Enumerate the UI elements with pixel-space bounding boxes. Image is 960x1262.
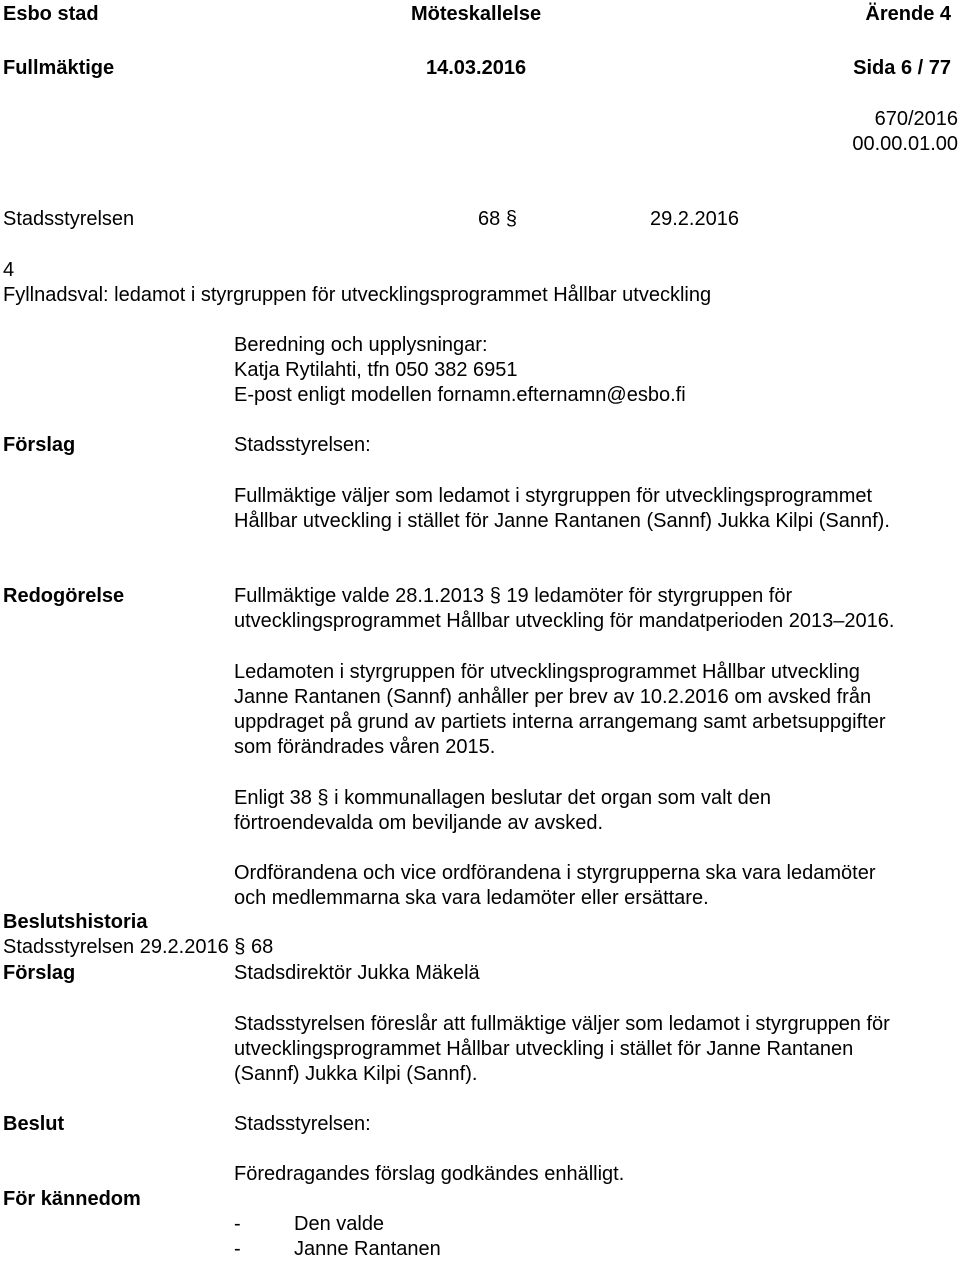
contact-person: Katja Rytilahti, tfn 050 382 6951 [234, 359, 518, 381]
paragraph-text: 19 ledamöter för styrgruppen för [506, 585, 793, 607]
law-reference: Enligt 38 [234, 787, 312, 809]
history-board-date: Stadsstyrelsen 29.2.2016 [3, 936, 229, 958]
beslut-text: Föredragandes förslag godkändes enhälligt. [234, 1163, 625, 1185]
forslag-label: Förslag [3, 434, 76, 456]
agenda-item: Ärende 4 [865, 3, 951, 25]
distribution-list [234, 1212, 441, 1262]
paragraph-text: i kommunallagen beslutar det organ som valt den [334, 787, 772, 809]
meeting-date: 14.03.2016 [426, 57, 527, 79]
list-item [234, 1237, 441, 1262]
redogorelse-paragraph-2 [234, 660, 886, 760]
section-symbol: § [234, 936, 246, 958]
page-number: Sida 6 / 77 [853, 57, 951, 79]
beslut-board: Stadsstyrelsen: [234, 1113, 371, 1135]
list-item [234, 1212, 441, 1237]
paragraph-text: utvecklingsprogrammet Hållbar utveckling för mandatperioden 2013–2016. [234, 610, 895, 632]
contact-block [234, 333, 686, 408]
proposal-line: Stadsstyrelsen föreslår att fullmäktige väljer som ledamot i styrgruppen för [234, 1013, 890, 1035]
forslag-text [234, 484, 890, 534]
redogorelse-label: Redogörelse [3, 585, 125, 607]
bullet-dash: - [234, 1238, 241, 1260]
list-item-text: Janne Rantanen [294, 1238, 441, 1260]
paragraph-line: som förändrades våren 2015. [234, 736, 496, 758]
proposal-line: utvecklingsprogrammet Hållbar utveckling i stället för Janne Rantanen [234, 1038, 854, 1060]
bullet-dash: - [234, 1213, 241, 1235]
history-proposer: Stadsdirektör Jukka Mäkelä [234, 962, 480, 984]
redogorelse-paragraph-1 [234, 584, 894, 634]
decision-reference: Fullmäktige valde 28.1.2013 [234, 585, 485, 607]
paragraph-line: och medlemmarna ska vara ledamöter eller ersättare. [234, 887, 709, 909]
history-meeting [3, 935, 273, 960]
archive-code: 00.00.01.00 [852, 133, 958, 155]
forslag-line: Hållbar utveckling i stället för Janne Rantanen (Sannf) Jukka Kilpi (Sannf). [234, 510, 890, 532]
section-symbol: § [317, 787, 329, 809]
diary-number: 670/2016 [874, 108, 958, 130]
paragraph-line: Janne Rantanen (Sannf) anhåller per brev av 10.2.2016 om avsked från [234, 686, 872, 708]
beslut-label: Beslut [3, 1113, 65, 1135]
for-kannedom-label: För kännedom [3, 1188, 141, 1210]
case-date: 29.2.2016 [650, 208, 739, 230]
history-heading: Beslutshistoria [3, 911, 148, 933]
history-proposal-text [234, 1012, 890, 1087]
contact-email: E-post enligt modellen fornamn.efternamn@esbo.fi [234, 384, 686, 406]
case-board: Stadsstyrelsen [3, 208, 135, 230]
section-symbol: § [505, 208, 517, 230]
section-number: 68 [478, 208, 501, 230]
list-item-text: Den valde [294, 1213, 385, 1235]
document-type: Möteskallelse [411, 3, 542, 25]
paragraph-line: uppdraget på grund av partiets interna arrangemang samt arbetsuppgifter [234, 711, 886, 733]
meeting-body: Fullmäktige [3, 57, 115, 79]
paragraph-line: Ordförandena och vice ordförandena i styrgrupperna ska vara ledamöter [234, 862, 876, 884]
case-title: Fyllnadsval: ledamot i styrgruppen för utvecklingsprogrammet Hållbar utveckling [3, 284, 712, 306]
history-forslag-label: Förslag [3, 962, 76, 984]
redogorelse-paragraph-3 [234, 786, 771, 836]
case-number: 4 [3, 259, 15, 281]
proposal-line: (Sannf) Jukka Kilpi (Sannf). [234, 1063, 478, 1085]
paragraph-line: Ledamoten i styrgruppen för utvecklingsprogrammet Hållbar utveckling [234, 661, 860, 683]
forslag-line: Fullmäktige väljer som ledamot i styrgruppen för utvecklingsprogrammet [234, 485, 873, 507]
case-section [478, 207, 517, 232]
municipality-name: Esbo stad [3, 3, 99, 25]
paragraph-text: förtroendevalda om beviljande av avsked. [234, 812, 604, 834]
forslag-proposer: Stadsstyrelsen: [234, 434, 371, 456]
section-symbol: § [489, 585, 501, 607]
redogorelse-paragraph-4 [234, 861, 875, 911]
contact-heading: Beredning och upplysningar: [234, 334, 488, 356]
history-section-number: 68 [250, 936, 274, 958]
